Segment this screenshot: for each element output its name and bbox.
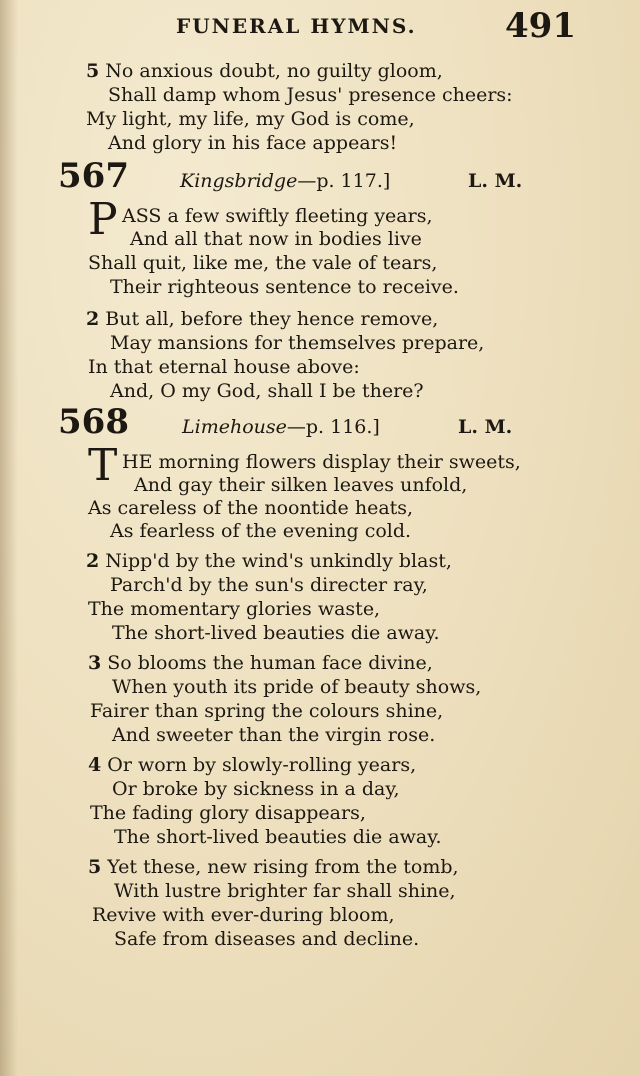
hymn-568-s2-line-2: Parch'd by the sun's directer ray, [110,574,428,596]
hymn-568-s3-line-2: When youth its pride of beauty shows, [112,676,482,698]
hymn-567-s2-line-4: And, O my God, shall I be there? [110,380,424,402]
prev-stanza-line-2: Shall damp whom Jesus' presence cheers: [108,84,513,106]
hymn-568-s2-line-1: 2 Nipp'd by the wind's unkindly blast, [86,550,452,572]
hymn-568-s5-line-1: 5 Yet these, new rising from the tomb, [88,856,459,878]
stanza-number: 2 [86,308,100,330]
hymn-568-s5-line-3: Revive with ever-during bloom, [92,904,395,926]
hymn-567-line-2: And all that now in bodies live [130,228,422,250]
hymn-number-568: 568 [58,402,129,442]
prev-stanza-line-3: My light, my life, my God is come, [86,108,415,130]
meter-567: L. M. [468,170,523,192]
tune-reference-567: Kingsbridge—p. 117.] [180,170,391,192]
hymn-567-line-4: Their righteous sentence to receive. [110,276,459,298]
hymn-568-s4-line-3: The fading glory disappears, [90,802,366,824]
hymn-568-s4-line-2: Or broke by sickness in a day, [112,778,400,800]
hymn-568-s4-line-1: 4 Or worn by slowly-rolling years, [88,754,417,776]
tune-reference-568: Limehouse—p. 116.] [182,416,380,438]
stanza-number: 5 [86,60,100,82]
meter-568: L. M. [458,416,513,438]
prev-stanza-line-4: And glory in his face appears! [108,132,398,154]
stanza-number: 2 [86,550,100,572]
hymn-568-s3-line-3: Fairer than spring the colours shine, [90,700,444,722]
hymn-number-567: 567 [58,156,129,196]
prev-stanza-line-1: 5 No anxious doubt, no guilty gloom, [86,60,443,82]
stanza-number: 3 [88,652,102,674]
hymn-568-s5-line-4: Safe from diseases and decline. [114,928,420,950]
drop-cap-568: T [88,440,118,491]
page-number: 491 [505,6,576,46]
hymn-568-s2-line-4: The short-lived beauties die away. [112,622,440,644]
hymn-568-s5-line-2: With lustre brighter far shall shine, [114,880,456,902]
hymn-567-s2-line-3: In that eternal house above: [88,356,360,378]
hymn-568-line-1: HE morning flowers display their sweets, [122,451,521,473]
hymn-568-s3-line-1: 3 So blooms the human face divine, [88,652,433,674]
hymn-568-s3-line-4: And sweeter than the virgin rose. [112,724,436,746]
drop-cap-567: P [88,194,118,245]
hymn-568-line-2: And gay their silken leaves unfold, [134,474,468,496]
running-head: FUNERAL HYMNS. [176,14,417,38]
hymn-568-s4-line-4: The short-lived beauties die away. [114,826,442,848]
stanza-number: 4 [88,754,102,776]
hymn-568-line-4: As fearless of the evening cold. [110,520,412,542]
stanza-number: 5 [88,856,102,878]
hymn-568-line-3: As careless of the noontide heats, [88,497,414,519]
hymn-567-line-3: Shall quit, like me, the vale of tears, [88,252,438,274]
hymn-567-line-1: ASS a few swiftly fleeting years, [122,205,433,227]
hymn-567-s2-line-2: May mansions for themselves prepare, [110,332,485,354]
hymn-567-s2-line-1: 2 But all, before they hence remove, [86,308,439,330]
page-gutter-shadow [0,0,18,1076]
hymn-568-s2-line-3: The momentary glories waste, [88,598,381,620]
